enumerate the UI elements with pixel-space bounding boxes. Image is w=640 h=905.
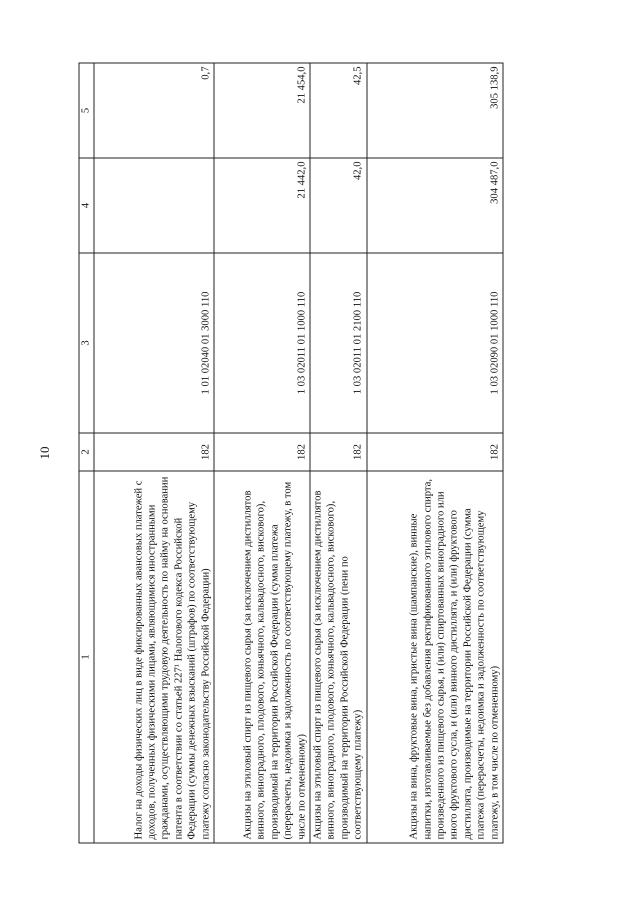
row-admin-code: 182 [214, 433, 310, 471]
budget-table-container [78, 63, 503, 843]
table-row [94, 63, 214, 843]
row-value-col5: 305 138,9 [366, 63, 502, 158]
row-kbk-code: 1 03 02011 01 1000 110 [214, 253, 310, 433]
row-value-col4: 21 442,0 [214, 158, 310, 253]
row-description: Налог на доходы физических лиц в виде фиксированных авансовых платежей с доходов, полученных физическими лицами, являющимися иностранными гражданами, осуществляющими трудовую деятельность по найму на основании патента в соответствии со статьей 227¹ Налогового кодекса Российской Федерации (суммы денежных взысканий (штрафов) по соответствующему платежу согласно законодательству Российской Федерации) [94, 471, 214, 843]
row-description: Акцизы на этиловый спирт из пищевого сырья (за исключением дистиллятов винного, виноградного, плодового, коньячного, кальвадосного, вискового), производимый на территории Российской Федерации (сумма платежа (перерасчеты, недоимка и задолженность по соответствующему платежу, в том числе по отмененному) [214, 471, 310, 843]
table-row [214, 63, 310, 843]
column-header-2: 2 [79, 433, 94, 471]
row-kbk-code: 1 01 02040 01 3000 110 [94, 253, 214, 433]
row-value-col4 [94, 158, 214, 253]
table-row [310, 63, 367, 843]
row-description: Акцизы на этиловый спирт из пищевого сырья (за исключением дистиллятов винного, виноградного, плодового, коньячного, кальвадосного, вискового), производимый на территории Российской Федерации (пени по соответствующему платежу) [310, 471, 367, 843]
column-number-row [79, 63, 94, 843]
row-admin-code: 182 [94, 433, 214, 471]
row-admin-code: 182 [366, 433, 502, 471]
column-header-3: 3 [79, 253, 94, 433]
row-description: Акцизы на вина, фруктовые вина, игристые вина (шампанские), винные напитки, изготавливаемые без добавления ректификованного этилового спирта, произведенного из пищевого сырья, и (или) спиртованных виноградного или иного фруктового сусла, и (или) винного дистиллята, и (или) фруктового дистиллята, производимые на территории Российской Федерации (сумма платежа (перерасчеты, недоимка и задолженность по соответствующему платежу, в том числе по отмененному) [366, 471, 502, 843]
row-value-col5: 0,7 [94, 63, 214, 158]
row-kbk-code: 1 03 02090 01 1000 110 [366, 253, 502, 433]
row-kbk-code: 1 03 02011 01 2100 110 [310, 253, 367, 433]
column-header-1: 1 [79, 471, 94, 843]
table-row [366, 63, 502, 843]
budget-revenue-table [78, 62, 503, 843]
row-value-col5: 42,5 [310, 63, 367, 158]
row-admin-code: 182 [310, 433, 367, 471]
row-value-col5: 21 454,0 [214, 63, 310, 158]
column-header-4: 4 [79, 158, 94, 253]
row-value-col4: 304 487,0 [366, 158, 502, 253]
row-value-col4: 42,0 [310, 158, 367, 253]
column-header-5: 5 [79, 63, 94, 158]
page-number: 10 [37, 446, 52, 460]
